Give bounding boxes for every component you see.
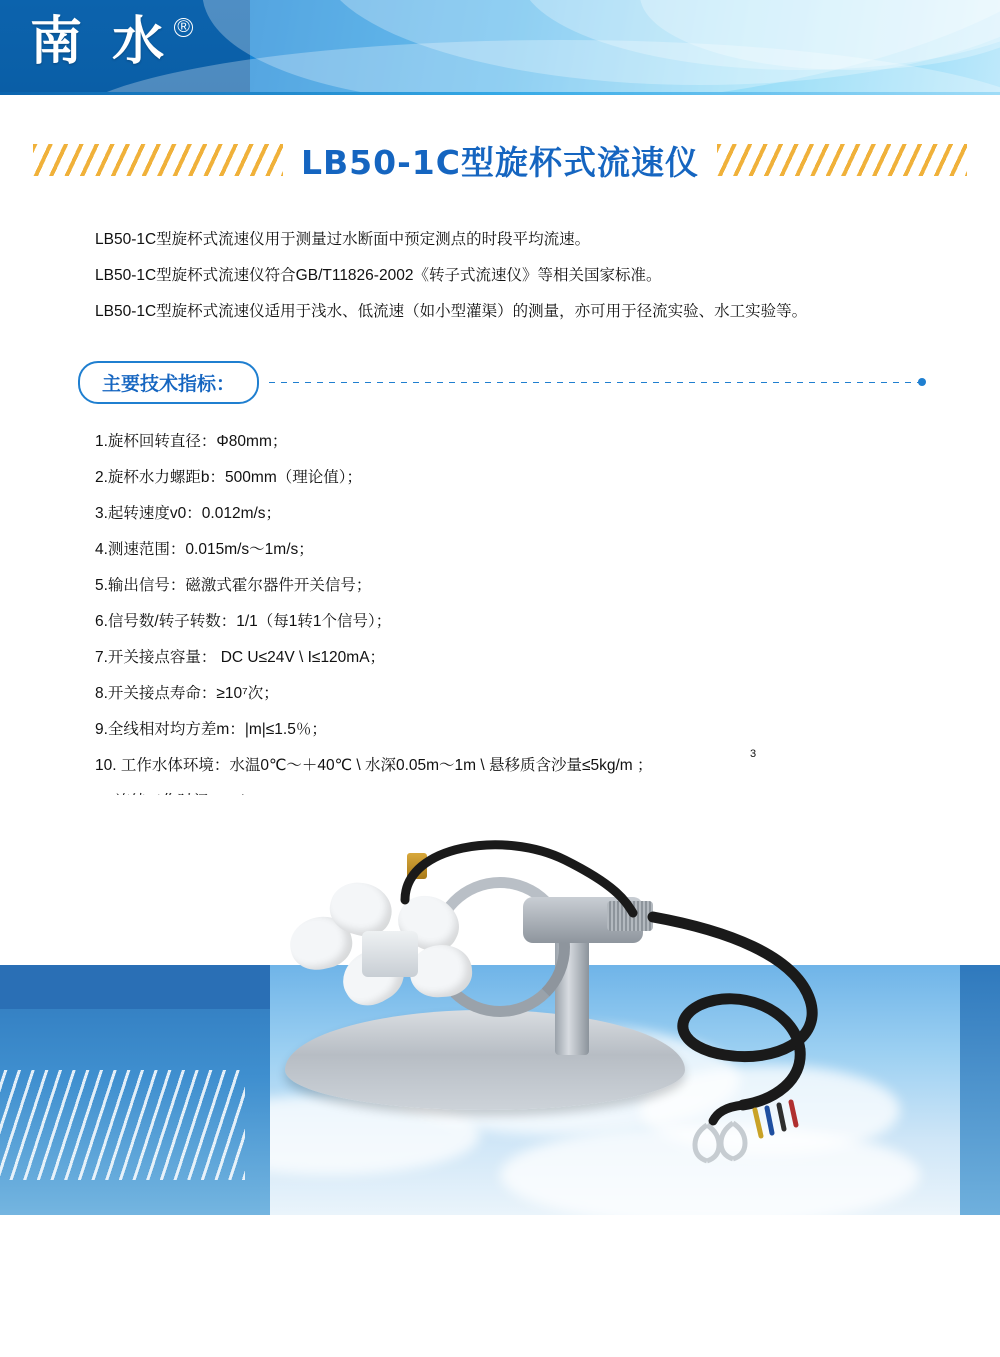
intro-line-1: LB50-1C型旋杯式流速仪用于测量过水断面中预定测点的时段平均流速。 (95, 231, 591, 248)
section-heading-row (78, 362, 923, 402)
registered-trademark-icon: ® (174, 18, 193, 37)
spec-item-water-environment (95, 748, 955, 778)
device-cable (255, 805, 875, 1185)
brand-logo-text: 南 水 (30, 11, 171, 72)
spec-item: 6.信号数/转子转数：1/1（每1转1个信号）； (95, 613, 392, 631)
intro-paragraphs (95, 228, 925, 336)
spec-item: 9.全线相对均方差m：|m|≤1.5％； (95, 721, 327, 739)
spec-item-text: 10. 工作水体环境：水温0℃～＋40℃ \ 水深0.05m～1m \ 悬移质含沙量≤5kg/m ； (95, 757, 653, 775)
intro-line-2: LB50-1C型旋杯式流速仪符合GB/T11826-2002《转子式流速仪》等相关国家标准。 (95, 267, 662, 285)
brand-logo (30, 11, 193, 72)
spec-item: 2.旋杯水力螺距b：500mm（理论值）； (95, 469, 362, 487)
spec-item: 7.开关接点容量： DC U≤24V \ I≤120mA； (95, 649, 386, 667)
spec-item: 5.输出信号：磁激式霍尔器件开关信号； (95, 577, 372, 595)
section-dotted-rule (269, 382, 923, 383)
photo-blue-band-left (0, 965, 270, 1009)
photo-blue-panel-right (960, 965, 1000, 1215)
product-photo (0, 795, 1000, 1215)
spec-superscript: 3 (750, 748, 757, 761)
title-row (0, 132, 1000, 188)
intro-line-3: LB50-1C型旋杯式流速仪适用于浅水、低流速（如小型灌渠）的测量，亦可用于径流实验、水工实验等。 (95, 303, 808, 321)
page-title: LB50-1C型旋杯式流速仪 (301, 142, 699, 182)
flow-meter-device (255, 805, 875, 1185)
spec-item: 3.起转速度v0：0.012m/s； (95, 505, 282, 523)
spec-item: 1.旋杯回转直径：Φ80mm； (95, 433, 288, 450)
section-heading-label: 主要技术指标： (78, 361, 259, 404)
hatch-decoration-right (717, 144, 967, 176)
photo-stripes-left (0, 1070, 245, 1180)
spec-item: 8.开关接点寿命：≥10⁷次； (95, 685, 279, 703)
page-footer-whitespace (0, 1215, 1000, 1357)
header-bottom-rule (0, 92, 1000, 95)
spec-item: 4.测速范围：0.015m/s～1m/s； (95, 541, 314, 559)
page-header (0, 0, 1000, 95)
hatch-decoration-left (33, 144, 283, 176)
